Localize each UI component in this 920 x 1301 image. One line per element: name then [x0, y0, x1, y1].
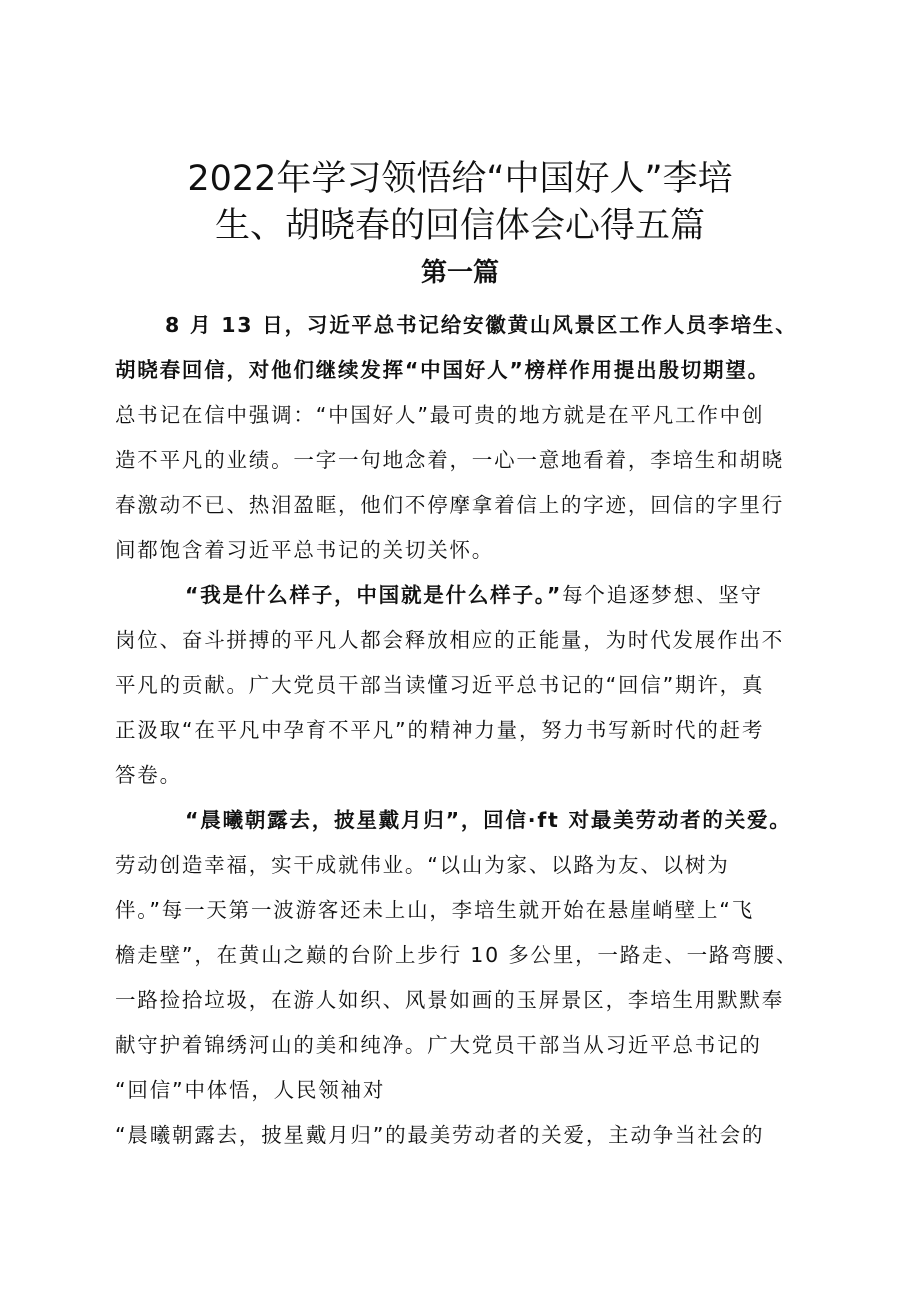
paragraph-line: 正汲取“在平凡中孕育不平凡”的精神力量，努力书写新时代的赶考 [115, 718, 765, 742]
lead-continuation: 每个追逐梦想、坚守 [562, 583, 763, 607]
paragraph-line: 檐走壁”，在黄山之巅的台阶上步行 10 多公里，一路走、一路弯腰、 [115, 943, 799, 967]
paragraph-line: 一路捡拾垃圾，在游人如织、风景如画的玉屏景区，李培生用默默奉 [115, 988, 784, 1012]
paragraph-line: 平凡的贡献。广大党员干部当读懂习近平总书记的“回信”期许，真 [115, 673, 765, 697]
paragraph-line: “回信”中体悟，人民领袖对 [115, 1078, 386, 1102]
paragraph-line: “晨曦朝露去，披星戴月归”的最美劳动者的关爱，主动争当社会的 [115, 1123, 765, 1147]
document-title-line-1: 2022年学习领悟给“中国好人”李培 [187, 159, 733, 199]
paragraph-line: 8 月 13 日，习近平总书记给安徽黄山风景区工作人员李培生、 [165, 313, 798, 337]
paragraph-line: 献守护着锦绣河山的美和纯净。广大党员干部当从习近平总书记的 [115, 1033, 762, 1057]
paragraph-line: 造不平凡的业绩。一字一句地念着，一心一意地看着，李培生和胡晓 [115, 448, 784, 472]
lead-sentence: “我是什么样子，中国就是什么样子。” [185, 583, 563, 607]
paragraph-line [185, 581, 763, 609]
paragraph-line: 总书记在信中强调：“中国好人”最可贵的地方就是在平凡工作中创 [115, 403, 765, 427]
paragraph-line: 答卷。 [115, 763, 182, 787]
paragraph-line: 间都饱含着习近平总书记的关切关怀。 [115, 538, 495, 562]
paragraph-line: “晨曦朝露去，披星戴月归”，回信·ft 对最美劳动者的关爱。 [185, 808, 792, 832]
paragraph-line: 春激动不已、热泪盈眶，他们不停摩拿着信上的字迹，回信的字里行 [115, 493, 784, 517]
section-heading: 第一篇 [420, 258, 499, 288]
paragraph-line: 劳动创造幸福，实干成就伟业。“以山为家、以路为友、以树为 [115, 853, 730, 877]
paragraph-line: 伴。”每一天第一波游客还未上山，李培生就开始在悬崖峭壁上“飞 [115, 898, 754, 922]
paragraph-line: 岗位、奋斗拼搏的平凡人都会释放相应的正能量，为时代发展作出不 [115, 628, 784, 652]
document-title-line-2: 生、胡晓春的回信体会心得五篇 [214, 206, 705, 246]
paragraph-line: 胡晓春回信，对他们继续发挥“中国好人”榜样作用提出殷切期望。 [115, 358, 770, 382]
